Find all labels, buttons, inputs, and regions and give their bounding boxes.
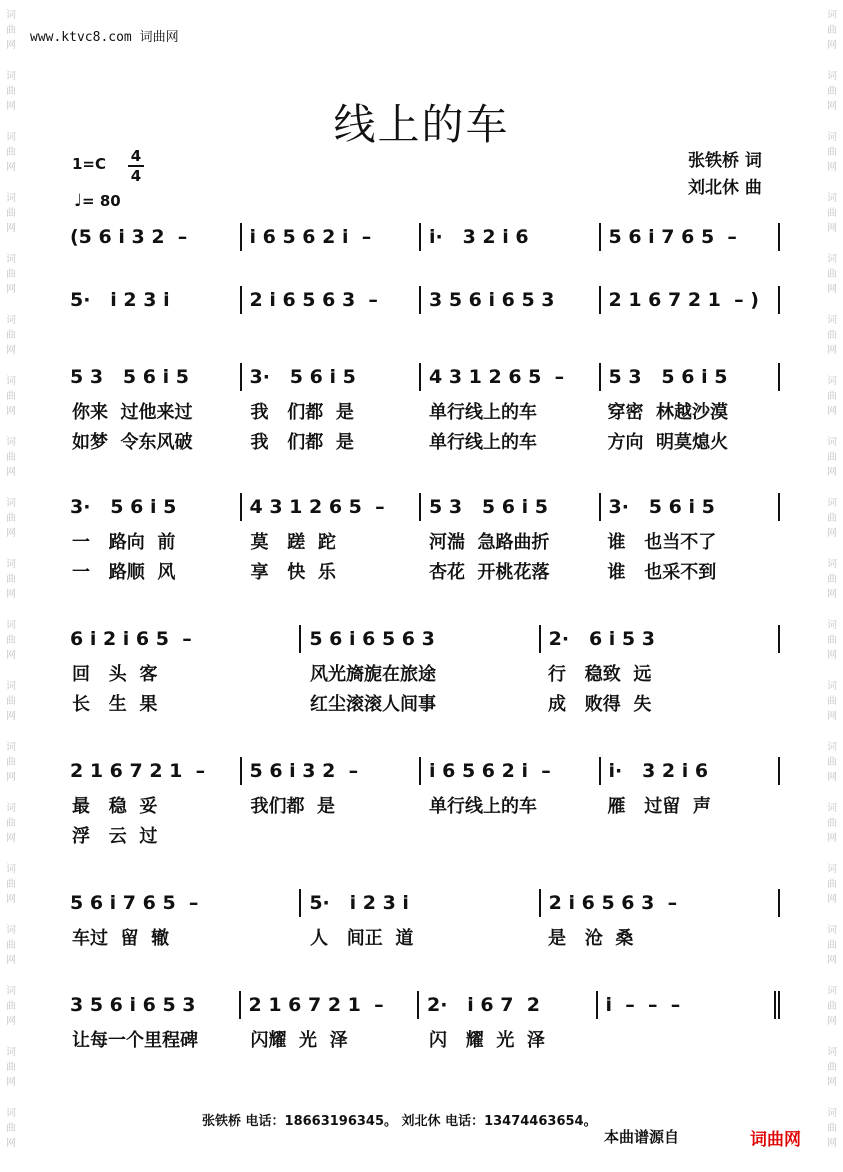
notation-row xyxy=(66,624,780,654)
lyric-segment: 谁 也当不了 xyxy=(607,532,717,553)
notation-row xyxy=(66,362,780,392)
lyric-segment: 闪 耀 光 泽 xyxy=(429,1030,545,1051)
lyric-segment: 杏花 开桃花落 xyxy=(429,562,550,583)
measure: i 6 5 6 2 i – xyxy=(429,760,551,782)
lyric-segment: 雁 过留 声 xyxy=(607,796,711,817)
lyric-segment: 单行线上的车 xyxy=(429,432,537,453)
measure: 6 i 2 i 6 5 – xyxy=(70,628,192,650)
measure: 3 5 6 i 6 5 3 xyxy=(70,994,196,1016)
watermark-text: 词 曲 网 xyxy=(827,864,837,905)
song-title: 线上的车 xyxy=(333,100,510,149)
measure: 4 3 1 2 6 5 – xyxy=(249,496,385,518)
watermark-text: 词 曲 网 xyxy=(827,559,837,600)
measure: 2 1 6 7 2 1 – xyxy=(248,994,384,1016)
lyric-segment: 谁 也采不到 xyxy=(607,562,717,583)
watermark-text: 词 曲 网 xyxy=(6,925,16,966)
watermark-text: 词 曲 网 xyxy=(6,315,16,356)
notation-row xyxy=(66,990,780,1020)
watermark-text: 词 曲 网 xyxy=(6,681,16,722)
measure: 3· 5 6 i 5 xyxy=(608,496,715,518)
watermark-text: 词 曲 网 xyxy=(827,315,837,356)
measure: 5 6 i 7 6 5 – xyxy=(608,226,737,248)
lyric-segment: 成 败得 失 xyxy=(548,694,652,715)
measure: 2 1 6 7 2 1 – xyxy=(70,760,206,782)
lyric-row xyxy=(66,820,780,850)
measure: 5 3 5 6 i 5 xyxy=(70,366,189,388)
measure: (5 6 i 3 2 – xyxy=(70,226,188,248)
lyric-segment: 回 头 客 xyxy=(72,664,158,685)
watermark-text: 词 曲 网 xyxy=(6,1108,16,1149)
measure: 5 3 5 6 i 5 xyxy=(429,496,548,518)
lyric-row xyxy=(66,790,780,820)
lyric-segment: 长 生 果 xyxy=(72,694,158,715)
quarter-note-icon: ♩ xyxy=(74,191,83,211)
measure: 3· 5 6 i 5 xyxy=(70,496,177,518)
measure: 2· i 6 7 2 xyxy=(427,994,540,1016)
watermark-text: 词 曲 网 xyxy=(6,559,16,600)
watermark-text: 词 曲 网 xyxy=(6,620,16,661)
watermark-text: 词 曲 网 xyxy=(827,681,837,722)
lyric-segment: 浮 云 过 xyxy=(72,826,158,847)
measure: 2 1 6 7 2 1 – ) xyxy=(608,289,759,311)
watermark-text: 词 曲 网 xyxy=(827,1108,837,1149)
notation-row xyxy=(66,285,780,315)
time-signature-top: 4 xyxy=(130,147,142,165)
watermark-text: 词 曲 网 xyxy=(827,10,837,51)
lyric-segment: 方向 明莫熄火 xyxy=(607,432,729,453)
lyric-segment: 行 稳致 远 xyxy=(548,664,652,685)
score-line xyxy=(66,990,780,1054)
watermark-text: 词 曲 网 xyxy=(827,925,837,966)
watermark-text: 词 曲 网 xyxy=(827,620,837,661)
watermark-text: 词 曲 网 xyxy=(6,132,16,173)
measure: 5 6 i 7 6 5 – xyxy=(70,892,199,914)
bar-line xyxy=(778,493,780,521)
lyric-segment: 单行线上的车 xyxy=(429,796,537,817)
watermark-text: 词 曲 网 xyxy=(6,254,16,295)
score-line xyxy=(66,362,780,456)
lyric-row xyxy=(66,922,780,952)
bar-line xyxy=(778,223,780,251)
bar-line xyxy=(778,363,780,391)
right-watermark-strip xyxy=(821,0,843,1172)
lyric-segment: 是 沧 桑 xyxy=(548,928,634,949)
tempo-value: = 80 xyxy=(82,192,121,210)
source-label: 本曲谱源自 xyxy=(604,1128,680,1146)
key-signature: 1=C xyxy=(72,155,107,173)
watermark-text: 词 曲 网 xyxy=(827,376,837,417)
watermark-text: 词 曲 网 xyxy=(827,742,837,783)
measure: 3· 5 6 i 5 xyxy=(249,366,356,388)
measure: 2 i 6 5 6 3 – xyxy=(548,892,678,914)
lyric-row xyxy=(66,658,780,688)
watermark-text: 词 曲 网 xyxy=(6,1047,16,1088)
site-url: www.ktvc8.com 词曲网 xyxy=(30,30,179,45)
tempo-marking xyxy=(74,191,121,211)
watermark-text: 词 曲 网 xyxy=(827,193,837,234)
lyric-row xyxy=(66,1024,780,1054)
notation-row xyxy=(66,222,780,252)
watermark-text: 词 曲 网 xyxy=(6,376,16,417)
bar-line xyxy=(774,991,780,1019)
bar-line xyxy=(778,757,780,785)
left-watermark-strip xyxy=(0,0,22,1172)
measure: 2· 6 i 5 3 xyxy=(548,628,655,650)
lyric-row xyxy=(66,688,780,718)
watermark-text: 词 曲 网 xyxy=(6,71,16,112)
lyric-segment: 我 们都 是 xyxy=(250,402,354,423)
watermark-text: 词 曲 网 xyxy=(827,498,837,539)
credits xyxy=(688,148,762,202)
measure: 5· i 2 3 i xyxy=(70,289,170,311)
measure: 5 6 i 3 2 – xyxy=(249,760,359,782)
measure: 5 3 5 6 i 5 xyxy=(608,366,728,388)
watermark-text: 词 曲 网 xyxy=(827,803,837,844)
lyric-row xyxy=(66,526,780,556)
lyric-row xyxy=(66,426,780,456)
lyric-segment: 车过 留 辙 xyxy=(72,928,170,949)
score-line xyxy=(66,624,780,718)
watermark-text: 词 曲 网 xyxy=(6,437,16,478)
watermark-text: 词 曲 网 xyxy=(827,254,837,295)
watermark-text: 词 曲 网 xyxy=(6,193,16,234)
score-line xyxy=(66,285,780,315)
watermark-text: 词 曲 网 xyxy=(6,742,16,783)
lyric-segment: 单行线上的车 xyxy=(429,402,537,423)
lyric-segment: 如梦 令东风破 xyxy=(72,432,193,453)
lyric-segment: 享 快 乐 xyxy=(250,562,336,583)
lyric-segment: 一 路顺 风 xyxy=(72,562,176,583)
notation-row xyxy=(66,492,780,522)
lyric-segment: 莫 蹉 跎 xyxy=(250,532,336,553)
watermark-text: 词 曲 网 xyxy=(6,803,16,844)
notation-row xyxy=(66,888,780,918)
lyric-segment: 我们都 是 xyxy=(250,796,336,817)
watermark-text: 词 曲 网 xyxy=(6,864,16,905)
bar-line xyxy=(778,889,780,917)
time-signature-bottom: 4 xyxy=(130,167,142,185)
lyric-segment: 最 稳 妥 xyxy=(72,796,158,817)
lyric-row xyxy=(66,556,780,586)
measure: i 6 5 6 2 i – xyxy=(249,226,372,248)
watermark-text: 词 曲 网 xyxy=(827,986,837,1027)
brand-logo: 词曲网 xyxy=(750,1130,801,1150)
bar-line xyxy=(778,286,780,314)
measure: 5 6 i 6 5 6 3 xyxy=(309,628,435,650)
measure: i – – – xyxy=(605,994,681,1016)
measure: i· 3 2 i 6 xyxy=(608,760,709,782)
lyric-segment: 你来 过他来过 xyxy=(72,402,193,423)
watermark-text: 词 曲 网 xyxy=(827,132,837,173)
watermark-text: 词 曲 网 xyxy=(6,498,16,539)
lyric-segment: 河湍 急路曲折 xyxy=(429,532,550,553)
lyric-segment: 风光旖旎在旅途 xyxy=(310,664,436,685)
lyric-segment: 闪耀 光 泽 xyxy=(250,1030,348,1051)
watermark-text: 词 曲 网 xyxy=(827,1047,837,1088)
lyric-segment: 红尘滚滚人间事 xyxy=(310,694,436,715)
score-line xyxy=(66,492,780,586)
lyric-row xyxy=(66,396,780,426)
measure: i· 3 2 i 6 xyxy=(429,226,529,248)
lyric-segment: 穿密 林越沙漠 xyxy=(607,402,729,423)
composer-credit: 刘北休 曲 xyxy=(688,178,762,198)
measure: 3 5 6 i 6 5 3 xyxy=(429,289,555,311)
lyricist-credit: 张铁桥 词 xyxy=(688,151,762,171)
score-line xyxy=(66,222,780,252)
notation-row xyxy=(66,756,780,786)
score-line xyxy=(66,888,780,952)
lyric-segment: 人 间正 道 xyxy=(310,928,414,949)
watermark-text: 词 曲 网 xyxy=(827,437,837,478)
watermark-text: 词 曲 网 xyxy=(6,986,16,1027)
time-signature xyxy=(128,148,144,184)
measure: 4 3 1 2 6 5 – xyxy=(429,366,565,388)
lyric-segment: 一 路向 前 xyxy=(72,532,176,553)
lyric-segment: 让每一个里程碑 xyxy=(72,1030,198,1051)
lyric-segment: 我 们都 是 xyxy=(250,432,354,453)
contact-footer: 张铁桥 电话：18663196345。 刘北休 电话：13474463654。 xyxy=(202,1114,597,1129)
measure: 5· i 2 3 i xyxy=(309,892,409,914)
measure: 2 i 6 5 6 3 – xyxy=(249,289,378,311)
bar-line xyxy=(778,625,780,653)
score-line xyxy=(66,756,780,850)
watermark-text: 词 曲 网 xyxy=(6,10,16,51)
watermark-text: 词 曲 网 xyxy=(827,71,837,112)
